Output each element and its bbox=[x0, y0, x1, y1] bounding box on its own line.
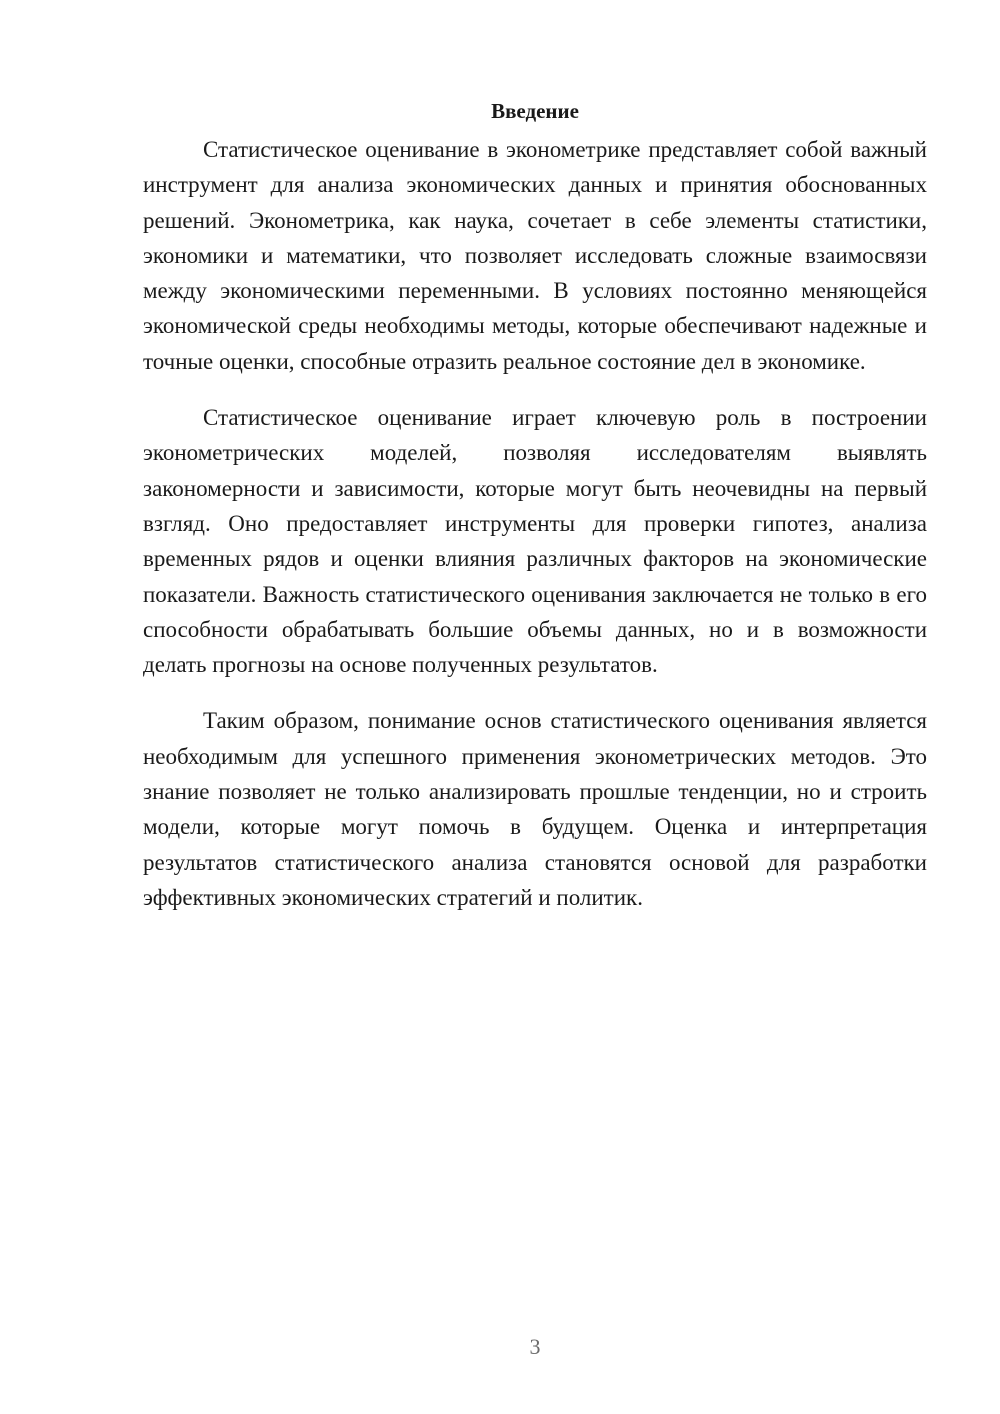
paragraph-2: Статистическое оценивание играет ключевую роль в построении эконометрических моделей, позволяя исследователям выявлять закономерности и зависимости, которые могут быть неочевидны на первый взгляд. Оно предоставляет инструменты для проверки гипотез, анализа временных рядов и оценки влияния различных факторов на экономические показатели. Важность статистического оценивания заключается не только в его способности обрабатывать большие объемы данных, но и в возможности делать прогнозы на основе полученных результатов. bbox=[143, 405, 927, 678]
page-content bbox=[143, 96, 927, 936]
paragraph-1: Статистическое оценивание в эконометрике представляет собой важный инструмент для анализа экономических данных и принятия обоснованных решений. Эконометрика, как наука, сочетает в себе элементы статистики, экономики и математики, что позволяет исследовать сложные взаимосвязи между экономическими переменными. В условиях постоянно меняющейся экономической среды необходимы методы, которые обеспечивают надежные и точные оценки, способные отразить реальное состояние дел в экономике. bbox=[143, 137, 927, 374]
paragraph-3: Таким образом, понимание основ статистического оценивания является необходимым для успешного применения эконометрических методов. Это знание позволяет не только анализировать прошлые тенденции, но и строить модели, которые могут помочь в будущем. Оценка и интерпретация результатов статистического анализа становятся основой для разработки эффективных экономических стратегий и политик. bbox=[143, 708, 927, 910]
section-heading: Введение bbox=[491, 99, 579, 123]
page-number: 3 bbox=[529, 1334, 541, 1359]
